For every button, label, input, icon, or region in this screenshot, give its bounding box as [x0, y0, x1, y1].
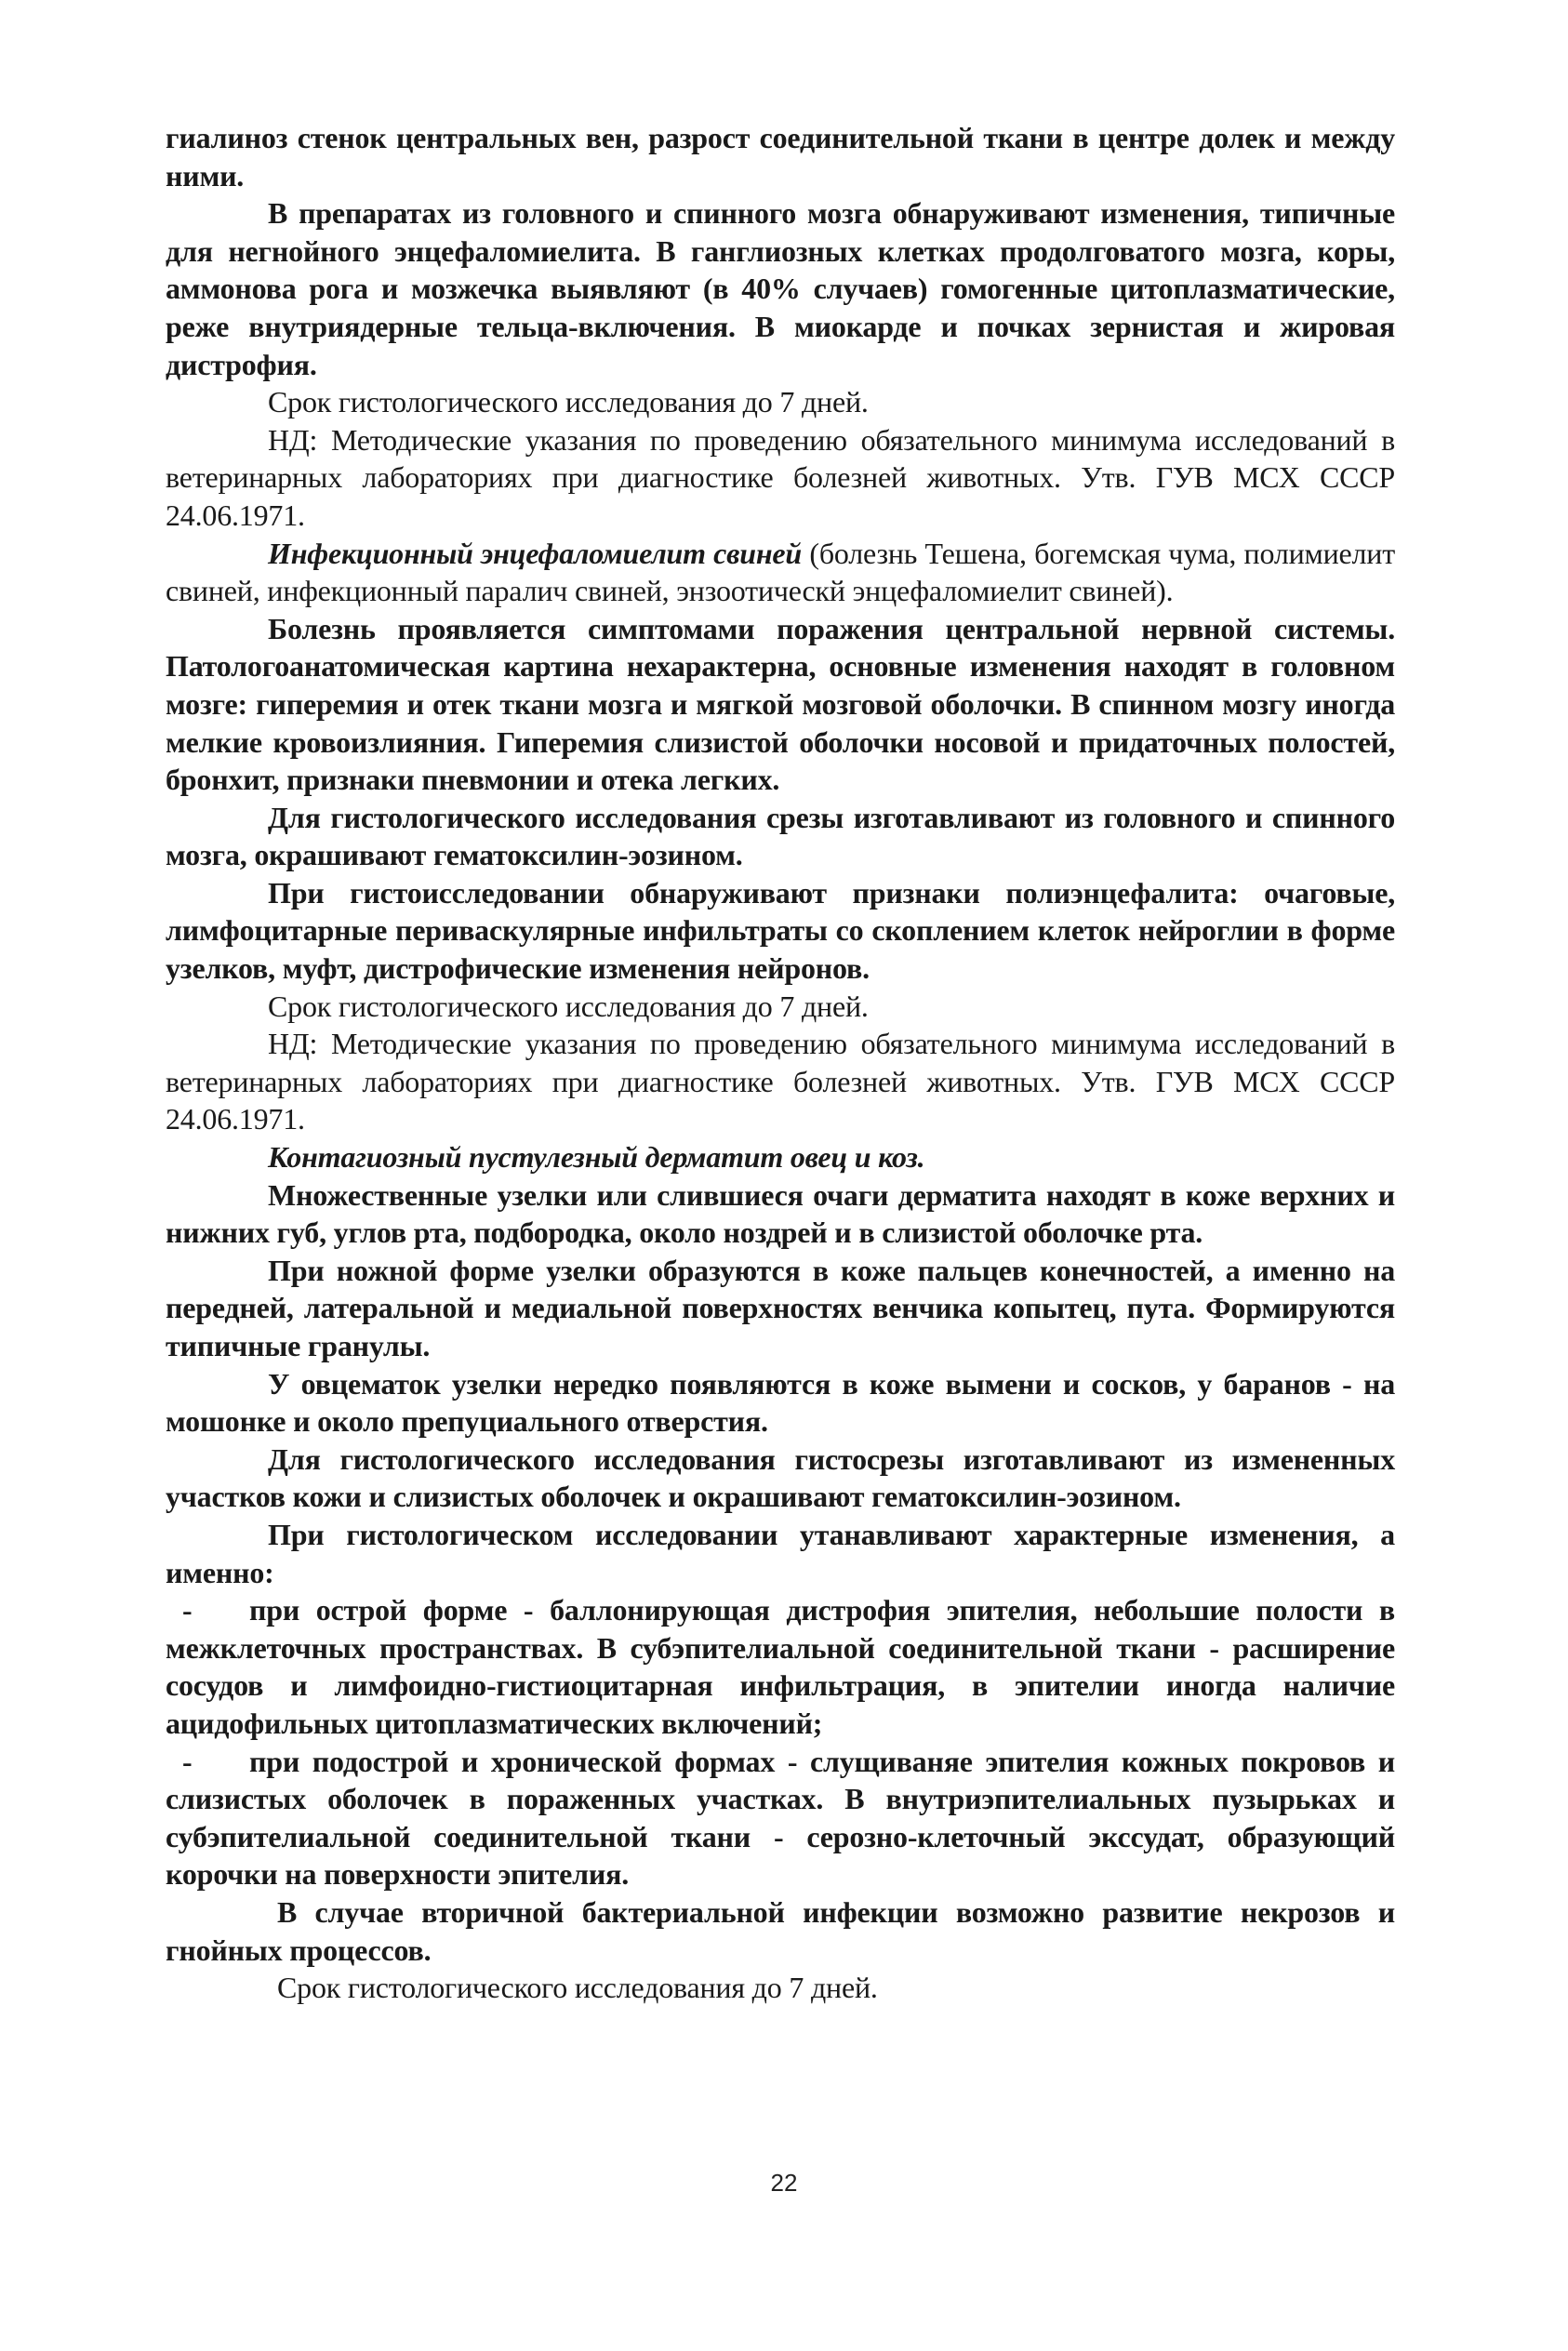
heading-contagious-dermatitis: Контагиозный пустулезный дерматит овец и коз.: [268, 1140, 925, 1175]
list-item-chronic-text: при подострой и хронической формах - слущиваняе эпителия кожных покровов и слизистых оболочек в пораженных участках. В внутриэпителиальных пузырьках и субэпителиальной соединительной ткани - серозно-клеточный экссудат, образующий корочки на поверхности эпителия.: [166, 1744, 1395, 1892]
paragraph-term-2: Срок гистологического исследования до 7 дней.: [268, 989, 869, 1023]
paragraph-dermatitis-sampling: Для гистологического исследования гистосрезы изготавливают из измененных участков кожи и слизистых оболочек и окрашивают гематоксилин-эозином.: [166, 1441, 1395, 1514]
paragraph-dermatitis-histology: При гистологическом исследовании утанавливают характерные изменения, а именно:: [166, 1517, 1395, 1589]
heading-synonyms: (болезнь Тешена, богемская чума, полимиелит свиней, инфекционный паралич свиней, энзоотическй энцефаломиелит свиней).: [166, 536, 1395, 608]
paragraph-continuation: гиалиноз стенок центральных вен, разрост соединительной ткани в центре долек и между ними.: [166, 121, 1395, 193]
paragraph-regulation-2: НД: Методические указания по проведению обязательного минимума исследований в ветеринарных лабораториях при диагностике болезней животных. Утв. ГУВ МСХ СССР 24.06.1971.: [166, 1027, 1395, 1136]
paragraph-term-1: Срок гистологического исследования до 7 дней.: [268, 385, 869, 419]
paragraph-secondary-infection: В случае вторичной бактериальной инфекции возможно развитие некрозов и гнойных процессов.: [166, 1894, 1395, 1967]
heading-swine-encephalomyelitis: Инфекционный энцефаломиелит свиней: [268, 536, 803, 570]
list-item-acute-form: [166, 1591, 1395, 1742]
paragraph-dermatitis-foot-form: При ножной форме узелки образуются в коже пальцев конечностей, а именно на передней, латеральной и медиальной поверхностях венчика копытец, пута. Формируются типичные гранулы.: [166, 1253, 1395, 1362]
page-number: 22: [770, 2169, 798, 2197]
document-page: [166, 119, 1395, 2007]
paragraph-term-3: Срок гистологического исследования до 7 дней.: [277, 1971, 878, 2005]
section-swine-encephalomyelitis: [166, 535, 1395, 610]
list-item-chronic-form: [166, 1743, 1395, 1893]
paragraph-dermatitis-ewes: У овцематок узелки нередко появляются в коже вымени и сосков, у баранов - на мошонке и около препуциального отверстия.: [166, 1366, 1395, 1439]
list-item-acute-text: при острой форме - баллонирующая дистрофия эпителия, небольшие полости в межклеточных пространствах. В субэпителиальной соединительной ткани - расширение сосудов и лимфоидно-гистиоцитарная инфильтрация, в эпителии иногда наличие ацидофильных цитоплазматических включений;: [166, 1593, 1395, 1740]
paragraph-dermatitis-lesions: Множественные узелки или слившиеся очаги дерматита находят в коже верхних и нижних губ, углов рта, подбородка, около ноздрей и в слизистой оболочке рта.: [166, 1177, 1395, 1250]
paragraph-swine-sampling: Для гистологического исследования срезы изготавливают из головного и спинного мозга, окрашивают гематоксилин-эозином.: [166, 800, 1395, 872]
bullet-dash: -: [182, 1593, 193, 1627]
paragraph-swine-pathology: Болезнь проявляется симптомами поражения центральной нервной системы. Патологоанатомическая картина нехарактерна, основные изменения находят в головном мозге: гиперемия и отек ткани мозга и мягкой мозговой оболочки. В спинном мозгу иногда мелкие кровоизлияния. Гиперемия слизистой оболочки носовой и придаточных полостей, бронхит, признаки пневмонии и отека легких.: [166, 611, 1395, 797]
paragraph-regulation-1: НД: Методические указания по проведению обязательного минимума исследований в ветеринарных лабораториях при диагностике болезней животных. Утв. ГУВ МСХ СССР 24.06.1971.: [166, 422, 1395, 532]
paragraph-swine-histology: При гистоисследовании обнаруживают признаки полиэнцефалита: очаговые, лимфоцитарные периваскулярные инфильтраты со скоплением клеток нейроглии в форме узелков, муфт, дистрофические изменения нейронов.: [166, 875, 1395, 986]
paragraph-brain-findings: В препаратах из головного и спинного мозга обнаруживают изменения, типичные для негнойного энцефаломиелита. В ганглиозных клетках продолговатого мозга, коры, аммонова рога и мозжечка выявляют (в 40% случаев) гомогенные цитоплазматические, реже внутриядерные тельца-включения. В миокарде и почках зернистая и жировая дистрофия.: [166, 196, 1395, 381]
bullet-dash: -: [182, 1744, 193, 1778]
